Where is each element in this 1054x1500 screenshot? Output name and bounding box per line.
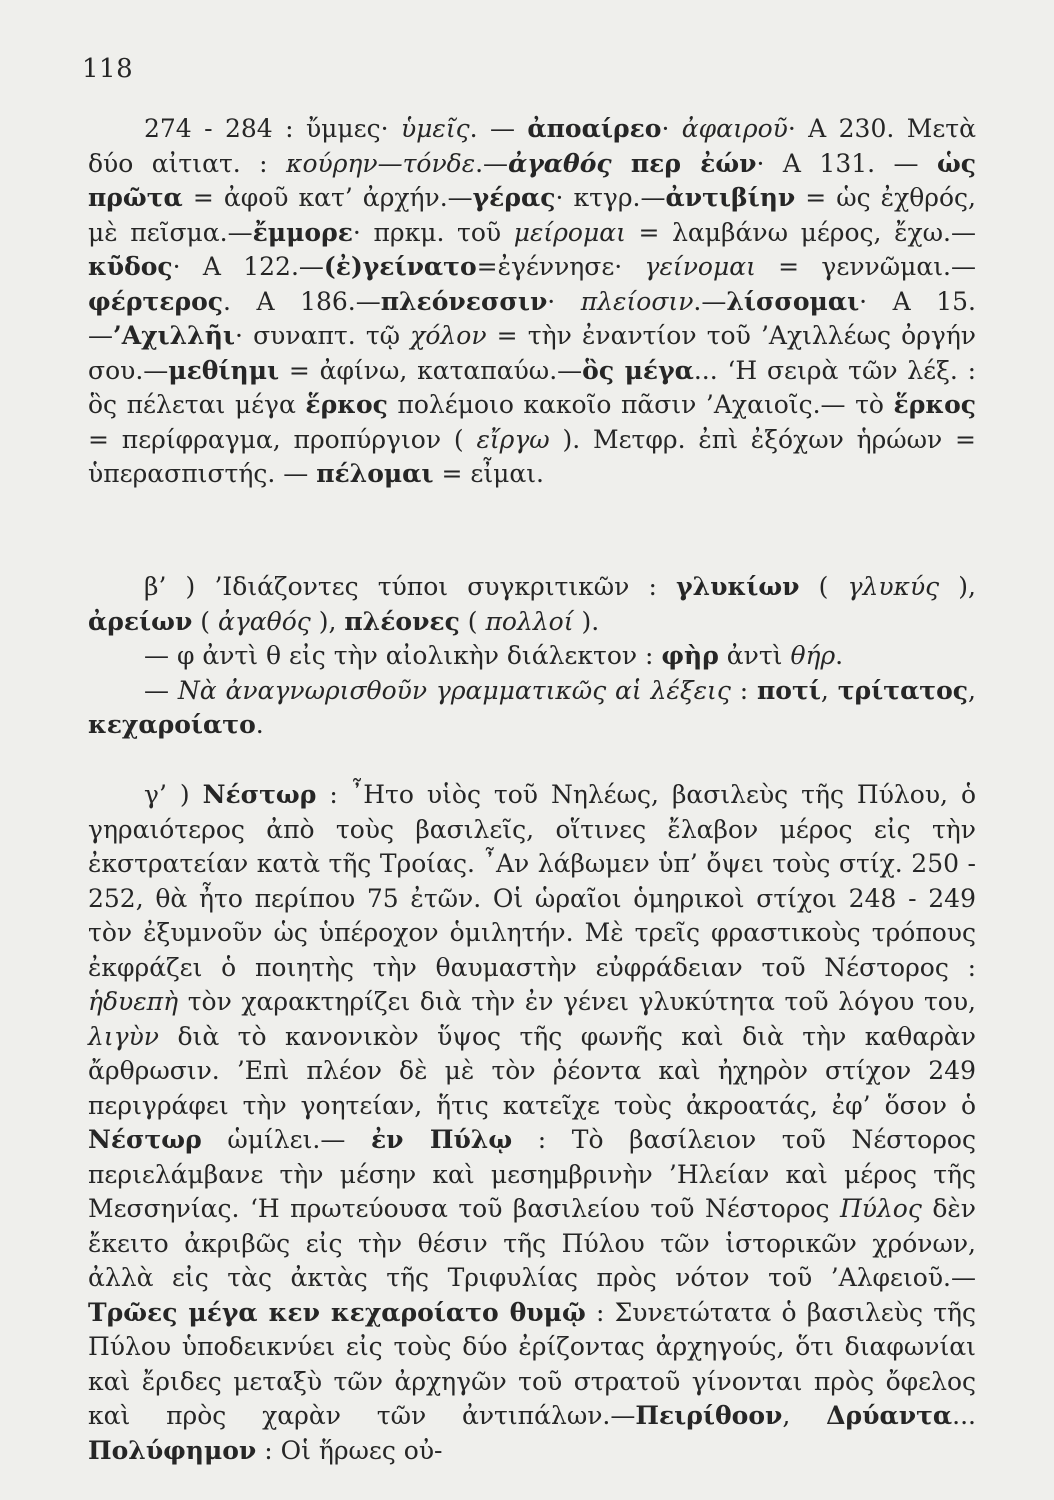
nestor-section [88, 778, 976, 1468]
paragraph-grammar-exercise: — Νὰ ἀναγνωρισθοῦν γραμματικῶς αἱ λέξεις : ποτί, τρίτατος, κεχαροίατο. [88, 675, 976, 739]
paragraph-comparatives: β’ ) ’Ιδιάζοντες τύποι συγκριτικῶν : γλυκίων ( γλυκύς ), ἀρείων ( ἀγαθός ), πλέονες ( πολλοί ). [88, 572, 976, 636]
paragraph-aeolic-phi: — φ ἀντὶ θ εἰς τὴν αἰολικὴν διάλεκτον : φὴρ ἀντὶ θήρ. [144, 641, 844, 670]
paragraph-nestor: γ’ ) Νέστωρ : ῏Ητο υἱὸς τοῦ Νηλέως, βασιλεὺς τῆς Πύλου, ὁ γηραιότερος ἀπὸ τοὺς βασιλεῖς, οἵτινες ἔλαβον μέρος εἰς τὴν ἐκστρατείαν κατὰ τῆς Τροίας. ῏Αν λάβωμεν ὑπ’ ὄψει τοὺς στίχ. 250 - 252, θὰ ἦτο περίπου 75 ἐτῶν. Οἱ ὡραῖοι ὁμηρικοὶ στίχοι 248 - 249 τὸν ἐξυμνοῦν ὡς ὑπέροχον ὁμιλητήν. Μὲ τρεῖς φραστικοὺς τρόπους ἐκφράζει ὁ ποιητὴς τὴν θαυμαστὴν εὐφράδειαν τοῦ Νέστορος : ἡδυεπὴ τὸν χαρακτηρίζει διὰ τὴν ἐν γένει γλυκύτητα τοῦ λόγου του, λιγὺν διὰ τὸ κανονικὸν ὕψος τῆς φωνῆς καὶ διὰ τὴν καθαρὰν ἄρθρωσιν. ’Επὶ πλέον δὲ μὲ τὸν ῥέοντα καὶ ἠχηρὸν στίχον 249 περιγράφει τὴν γοητείαν, ἥτις κατεῖχε τοὺς ἀκροατάς, ἐφ’ ὅσον ὁ Νέστωρ ὡμίλει.— ἐν Πύλῳ : Τὸ βασίλειον τοῦ Νέστορος περιελάμβανε τὴν μέσην καὶ μεσημβρινὴν ’Ηλείαν καὶ μέρος τῆς Μεσσηνίας. ‘Η πρωτεύουσα τοῦ βασιλείου τοῦ Νέστορος Πύλος δὲν ἔκειτο ἀκριβῶς εἰς τὴν θέσιν τῆς Πύλου τῶν ἱστορικῶν χρόνων, ἀλλὰ εἰς τὰς ἀκτὰς τῆς Τριφυλίας πρὸς νότον τοῦ ’Αλφειοῦ.— Τρῶες μέγα κεν κεχαροίατο θυμῷ : Συνετώτατα ὁ βασιλεὺς τῆς Πύλου ὑποδεικνύει εἰς τοὺς δύο ἐρίζοντας ἀρχηγούς, ὅτι διαφωνίαι καὶ ἔριδες μεταξὺ τῶν ἀρχηγῶν τοῦ στρατοῦ γίνονται πρὸς ὄφελος καὶ πρὸς χαρὰν τῶν ἀντιπάλων.—Πειρίθοον, Δρύαντα... Πολύφημον : Οἱ ἥρωες οὐ- [88, 780, 977, 1465]
page-number: 118 [82, 54, 134, 84]
paragraph-verse-notes: 274 - 284 : ὔμμες· ὑμεῖς. — ἀποαίρεο· ἀφαιροῦ· Α 230. Μετὰ δύο αἰτιατ. : κούρην—τόνδε.—ἀγαθός περ ἐών· Α 131. — ὡς πρῶτα = ἀφοῦ κατ’ ἀρχήν.—γέρας· κτγρ.—ἀντιβίην = ὡς ἐχθρός, μὲ πεῖσμα.—ἔμμορε· πρκμ. τοῦ μείρομαι = λαμβάνω μέρος, ἔχω.— κῦδος· Α 122.—(ἐ)γείνατο=ἐγέννησε· γείνομαι = γεννῶμαι.—φέρτερος. Α 186.—πλεόνεσσιν· πλείοσιν.—λίσσομαι· Α 15.—’Αχιλλῆι· συναπτ. τῷ χόλον = τὴν ἐναντίον τοῦ ’Αχιλλέως ὀργήν σου.—μεθίημι = ἀφίνω, καταπαύω.—ὃς μέγα... ‘Η σειρὰ τῶν λέξ. : ὃς πέλεται μέγα ἕρκος πολέμοιο κακοῖο πᾶσιν ’Αχαιοῖς.— τὸ ἕρκος = περίφραγμα, προπύργιον ( εἴργω ). Μετφρ. ἐπὶ ἐξόχων ἡρώων = ὑπερασπιστής. — πέλομαι = εἶμαι. [88, 114, 977, 488]
commentary-section-274-284 [88, 112, 976, 492]
comparative-forms-section [88, 570, 976, 743]
